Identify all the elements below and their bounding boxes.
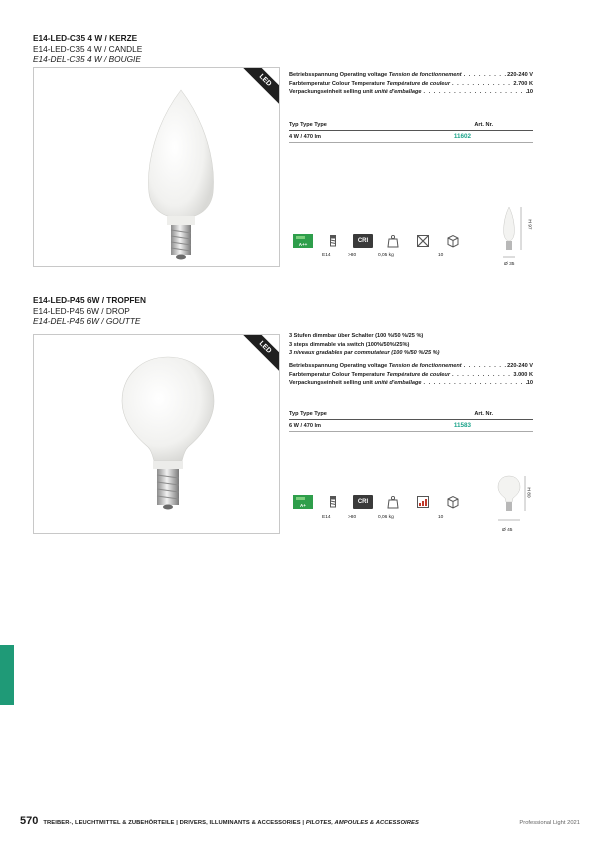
footer-brand: Professional Light 2021 bbox=[519, 820, 580, 826]
icon-value: 10 bbox=[438, 515, 444, 520]
product-title-en: E14-LED-P45 6W / DROP bbox=[33, 305, 130, 316]
type-value: 6 W / 470 lm bbox=[289, 422, 322, 429]
cri-icon bbox=[353, 234, 373, 248]
spec-label-fr: Tension de fonctionnement bbox=[388, 72, 462, 78]
candle-bulb-image bbox=[34, 68, 280, 267]
table-header bbox=[289, 411, 533, 420]
article-number[interactable]: 11583 bbox=[453, 422, 471, 429]
energy-class-icon bbox=[293, 234, 313, 248]
table-header-art: Art. Nr. bbox=[474, 122, 493, 128]
product-title-fr: E14-DEL-C35 4 W / BOUGIE bbox=[33, 54, 141, 64]
product-1-icon-values bbox=[322, 253, 443, 258]
table-header bbox=[289, 122, 533, 131]
spec-row bbox=[289, 88, 533, 97]
drop-dimension-drawing bbox=[493, 470, 533, 530]
energy-class-label: A++ bbox=[298, 242, 308, 247]
dimmer-line-de: 3 Stufen dimmbar über Schalter (100 %/50 %/25 %) bbox=[289, 333, 424, 339]
spec-row bbox=[289, 371, 533, 380]
product-title-en: E14-LED-C35 4 W / CANDLE bbox=[33, 43, 143, 54]
product-2-icon-values bbox=[322, 515, 443, 520]
dimension-height: H 97 bbox=[526, 219, 532, 230]
energy-class-label: A+ bbox=[300, 503, 306, 508]
table-header-type: Typ Type Type bbox=[289, 122, 327, 128]
product-2-photo bbox=[33, 334, 280, 534]
spec-row bbox=[289, 71, 533, 80]
chapter-tab bbox=[0, 645, 14, 705]
candle-dimension-drawing bbox=[495, 205, 535, 265]
package-icon bbox=[443, 495, 463, 509]
spec-value: 10 bbox=[526, 380, 533, 387]
dimension-height: H 80 bbox=[525, 487, 531, 498]
table-header-art: Art. Nr. bbox=[474, 411, 493, 417]
icon-value: >80 bbox=[348, 515, 357, 520]
product-2-title bbox=[33, 295, 146, 327]
dimmer-line-fr: 3 niveaux gradables par commutateur (100 %/50 %/25 %) bbox=[289, 350, 440, 357]
dimension-diameter: Ø 45 bbox=[502, 528, 513, 533]
page-footer bbox=[20, 815, 580, 827]
spec-row bbox=[289, 362, 533, 371]
table-row bbox=[289, 420, 533, 432]
icon-value: E14 bbox=[322, 515, 331, 520]
spec-row bbox=[289, 379, 533, 388]
product-title-de: E14-LED-P45 6W / TROPFEN bbox=[33, 295, 146, 305]
icon-value: 10 bbox=[438, 253, 444, 258]
product-2-dimmer-info bbox=[289, 332, 533, 358]
spec-label-fr: unité d'emballage bbox=[374, 380, 422, 387]
product-1-table bbox=[289, 122, 533, 143]
type-value: 4 W / 470 lm bbox=[289, 133, 322, 140]
product-2-icons bbox=[293, 495, 463, 509]
spec-row bbox=[289, 80, 533, 89]
energy-class-icon bbox=[293, 495, 313, 509]
table-header-type: Typ Type Type bbox=[289, 411, 327, 417]
dimmer-line-en: 3 steps dimmable via switch (100%/50%/25%) bbox=[289, 341, 410, 348]
page-number: 570 bbox=[20, 815, 39, 827]
step-dimmable-icon bbox=[413, 495, 433, 509]
spec-value: 10 bbox=[526, 89, 533, 96]
product-2-table bbox=[289, 411, 533, 432]
spec-label-fr: Température de couleur bbox=[386, 80, 451, 87]
not-dimmable-icon bbox=[413, 234, 433, 248]
spec-label: Betriebsspannung Operating voltage bbox=[289, 72, 389, 78]
article-number[interactable]: 11602 bbox=[453, 133, 471, 140]
footer-category: TREIBER-, LEUCHTMITTEL & ZUBEHÖRTEILE | DRIVERS, ILLUMINANTS & ACCESSORIES | bbox=[43, 820, 306, 826]
icon-value: E14 bbox=[322, 253, 331, 258]
drop-bulb-image bbox=[34, 335, 280, 534]
dimension-diameter: Ø 35 bbox=[504, 262, 515, 267]
product-2-specs bbox=[289, 362, 533, 388]
weight-icon bbox=[383, 234, 403, 248]
icon-value: 0,06 kg bbox=[378, 515, 394, 520]
product-title-de: E14-LED-C35 4 W / KERZE bbox=[33, 33, 138, 43]
spec-label: Farbtemperatur Colour Temperature bbox=[289, 371, 387, 378]
cri-icon bbox=[353, 495, 373, 509]
cri-label: CRI bbox=[357, 499, 369, 505]
weight-icon bbox=[383, 495, 403, 509]
table-row bbox=[289, 131, 533, 143]
spec-label: Betriebsspannung Operating voltage bbox=[289, 363, 389, 369]
spec-value: 2.700 K bbox=[513, 80, 533, 87]
product-1-title bbox=[33, 33, 142, 65]
socket-e14-icon bbox=[323, 495, 343, 509]
spec-value: 220-240 V bbox=[507, 72, 533, 78]
spec-label-fr: Tension de fonctionnement bbox=[388, 363, 462, 369]
icon-value: 0,05 kg bbox=[378, 253, 394, 258]
footer-category-fr: PILOTES, AMPOULES & ACCESSOIRES bbox=[305, 820, 419, 826]
spec-label-fr: unité d'emballage bbox=[374, 89, 422, 96]
product-1-specs bbox=[289, 71, 533, 97]
spec-value: 220-240 V bbox=[507, 363, 533, 369]
product-1-icons bbox=[293, 234, 463, 248]
product-title-fr: E14-DEL-P45 6W / GOUTTE bbox=[33, 316, 141, 326]
product-1-photo bbox=[33, 67, 280, 267]
cri-label: CRI bbox=[357, 238, 369, 244]
led-badge: LED bbox=[238, 334, 280, 374]
spec-label: Verpackungseinheit selling unit bbox=[289, 89, 375, 96]
socket-e14-icon bbox=[323, 234, 343, 248]
icon-value: >80 bbox=[348, 253, 357, 258]
spec-label: Verpackungseinheit selling unit bbox=[289, 380, 375, 387]
package-icon bbox=[443, 234, 463, 248]
spec-label: Farbtemperatur Colour Temperature bbox=[289, 80, 387, 87]
spec-value: 3.000 K bbox=[513, 371, 533, 378]
led-badge: LED bbox=[238, 67, 280, 107]
spec-label-fr: Température de couleur bbox=[386, 371, 451, 378]
